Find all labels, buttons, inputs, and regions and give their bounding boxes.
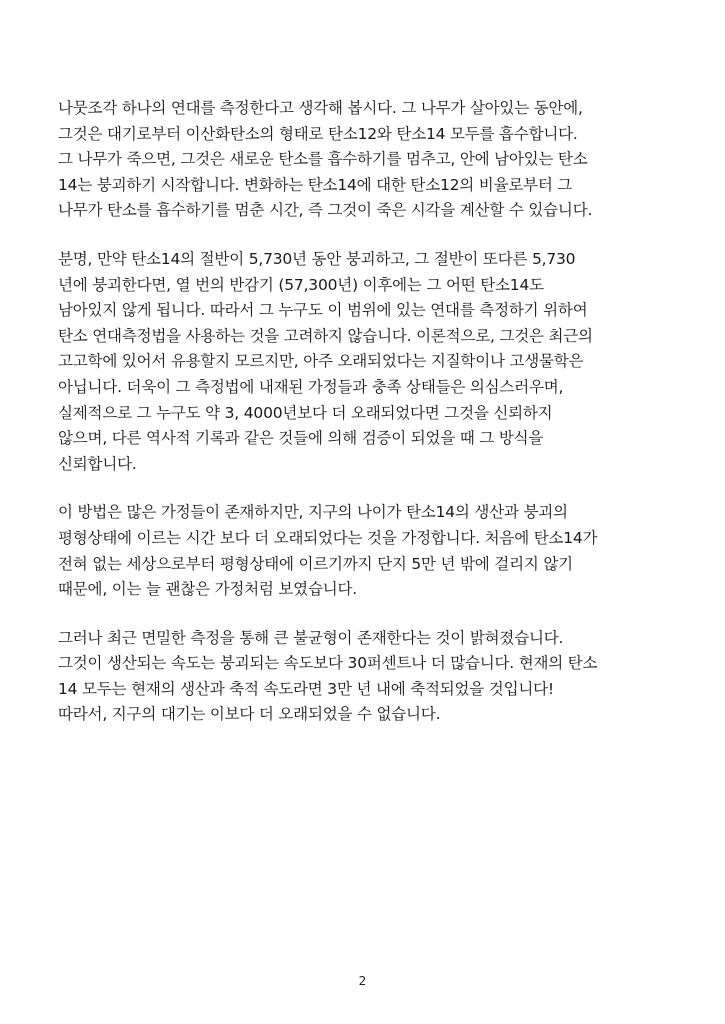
text-line: 전혀 없는 세상으로부터 평형상태에 이르기까지 단지 5만 년 밖에 걸리지 않기: [58, 554, 573, 573]
text-line: 그 나무가 죽으면, 그것은 새로운 탄소를 흡수하기를 멈추고, 안에 남아있는 탄소: [58, 150, 588, 169]
document-body: [58, 96, 678, 751]
text-line: 나무가 탄소를 흡수하기를 멈춘 시간, 즉 그것이 죽은 시각을 계산할 수 있습니다.: [58, 201, 593, 220]
paragraph-3: [58, 500, 678, 602]
text-line: 년에 붕괴한다면, 열 번의 반감기 (57,300년) 이후에는 그 어떤 탄소14도: [58, 275, 544, 294]
text-line: 나뭇조각 하나의 연대를 측정한다고 생각해 봅시다. 그 나무가 살아있는 동안에,: [58, 99, 583, 117]
paragraph-2: [58, 247, 678, 477]
page-number: 2: [358, 974, 367, 988]
text-line: 분명, 만약 탄소14의 절반이 5,730년 동안 붕괴하고, 그 절반이 또다른 5,730: [58, 249, 576, 268]
paragraph-4: [58, 626, 678, 728]
text-line: 그것은 대기로부터 이산화탄소의 형태로 탄소12와 탄소14 모두를 흡수합니다.: [58, 124, 578, 143]
text-line: 14는 붕괴하기 시작합니다. 변화하는 탄소14에 대한 탄소12의 비율로부터 그: [58, 175, 573, 194]
text-line: 그것이 생산되는 속도는 붕괴되는 속도보다 30퍼센트나 더 많습니다. 현재의 탄소: [58, 654, 598, 673]
text-line: 남아있지 않게 됩니다. 따라서 그 누구도 이 범위에 있는 연대를 측정하기 위하여: [58, 301, 588, 320]
text-line: 때문에, 이는 늘 괜찮은 가정처럼 보였습니다.: [58, 580, 358, 599]
text-line: 고고학에 있어서 유용할지 모르지만, 아주 오래되었다는 지질학이나 고생물학은: [58, 352, 584, 371]
text-line: 않으며, 다른 역사적 기록과 같은 것들에 의해 검증이 되었을 때 그 방식을: [58, 429, 544, 448]
text-line: 평형상태에 이르는 시간 보다 더 오래되었다는 것을 가정합니다. 처음에 탄소14가: [58, 528, 598, 547]
text-line: 신뢰합니다.: [58, 454, 137, 473]
text-line: 14 모두는 현재의 생산과 축적 속도라면 3만 년 내에 축적되었을 것입니다!: [58, 679, 554, 698]
paragraph-1: [58, 96, 678, 224]
text-line: 따라서, 지구의 대기는 이보다 더 오래되었을 수 없습니다.: [58, 705, 441, 724]
text-line: 그러나 최근 면밀한 측정을 통해 큰 불균형이 존재한다는 것이 밝혀졌습니다.: [58, 628, 564, 647]
text-line: 탄소 연대측정법을 사용하는 것을 고려하지 않습니다. 이론적으로, 그것은 최근의: [58, 326, 593, 345]
text-line: 실제적으로 그 누구도 약 3, 4000년보다 더 오래되었다면 그것을 신뢰하지: [58, 403, 553, 422]
text-line: 이 방법은 많은 가정들이 존재하지만, 지구의 나이가 탄소14의 생산과 붕괴의: [58, 503, 568, 522]
text-line: 아닙니다. 더욱이 그 측정법에 내재된 가정들과 충족 상태들은 의심스러우며,: [58, 377, 564, 396]
